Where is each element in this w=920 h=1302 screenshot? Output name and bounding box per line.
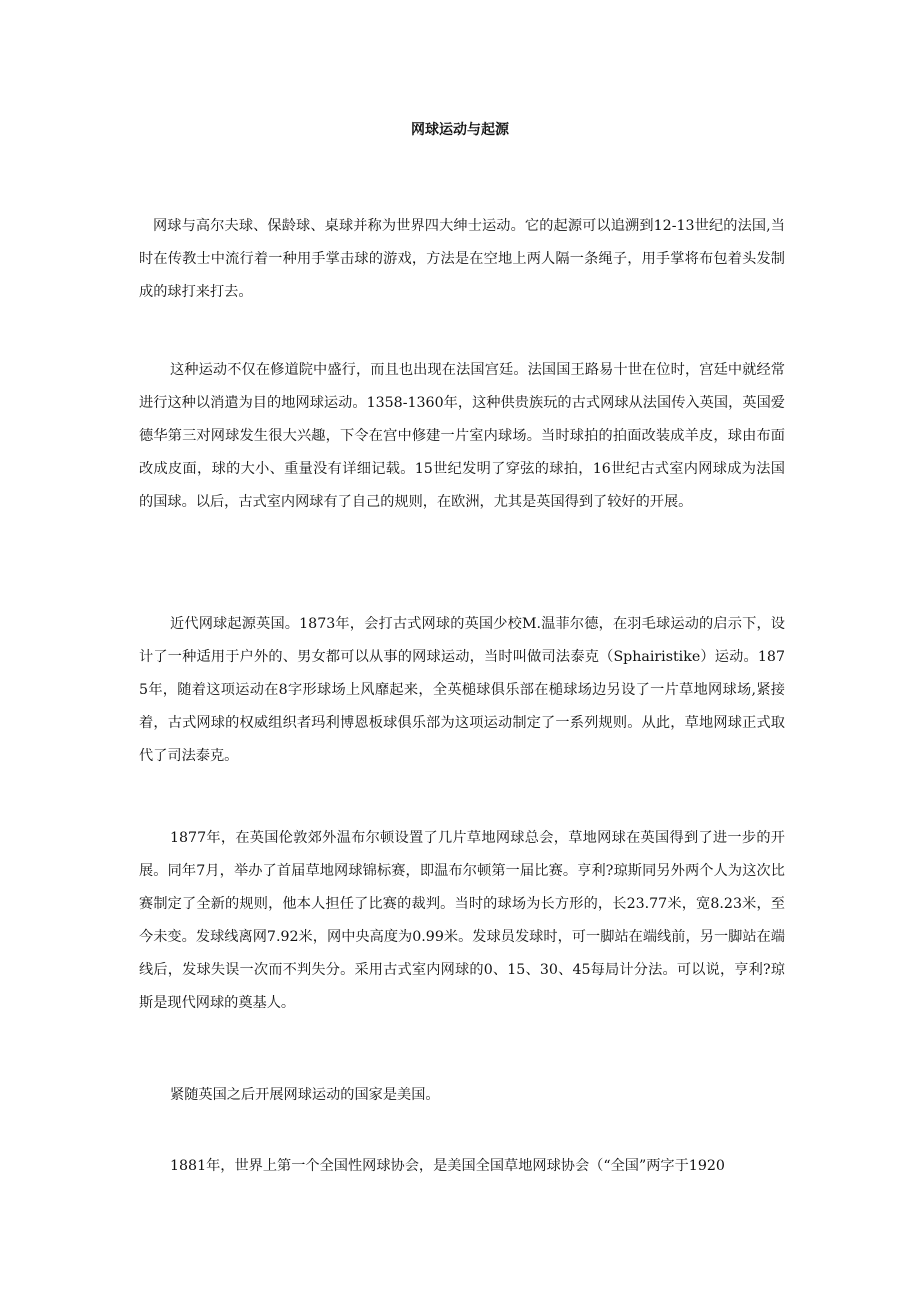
paragraph-4: 1877年，在英国伦敦郊外温布尔顿设置了几片草地网球总会，草地网球在英国得到了进一步的开展。同年7月，举办了首届草地网球锦标赛，即温布尔顿第一届比赛。亨利?琼斯同另外两个人为这次比赛制定了全新的规则，他本人担任了比赛的裁判。当时的球场为长方形的，长23.77米，宽8.23米，至今未变。发球线离网7.92米，网中央高度为0.99米。发球员发球时，可一脚站在端线前，另一脚站在端线后，发球失误一次而不判失分。采用古式室内网球的0、15、30、45每局计分法。可以说，亨利?琼斯是现代网球的奠基人。 bbox=[139, 830, 785, 1011]
paragraph-2: 这种运动不仅在修道院中盛行，而且也出现在法国宫廷。法国国王路易十世在位时，宫廷中就经常进行这种以消遣为目的地网球运动。1358-1360年，这种供贵族玩的古式网球从法国传入英国，英国爱德华第三对网球发生很大兴趣，下令在宫中修建一片室内球场。当时球拍的拍面改装成羊皮，球由布面改成皮面，球的大小、重量没有详细记载。15世纪发明了穿弦的球拍，16世纪古式室内网球成为法国的国球。以后，古式室内网球有了自己的规则，在欧洲，尤其是英国得到了较好的开展。 bbox=[139, 362, 785, 510]
paragraph-3: 近代网球起源英国。1873年，会打古式网球的英国少校M.温菲尔德，在羽毛球运动的启示下，设计了一种适用于户外的、男女都可以从事的网球运动，当时叫做司法泰克（Sphairistike）运动。1875年，随着这项运动在8字形球场上风靡起来，全英槌球俱乐部在槌球场边另设了一片草地网球场,紧接着，古式网球的权威组织者玛利博恩板球俱乐部为这项运动制定了一系列规则。从此，草地网球正式取代了司法泰克。 bbox=[139, 616, 785, 764]
paragraph-1: 网球与高尔夫球、保龄球、桌球并称为世界四大绅士运动。它的起源可以追溯到12-13世纪的法国,当时在传教士中流行着一种用手掌击球的游戏，方法是在空地上两人隔一条绳子，用手掌将布包着头发制成的球打来打去。 bbox=[139, 218, 785, 300]
document-title: 网球运动与起源 bbox=[411, 122, 509, 138]
paragraph-6: 1881年，世界上第一个全国性网球协会，是美国全国草地网球协会（“全国”两字于1920 bbox=[170, 1158, 725, 1174]
paragraph-5: 紧随英国之后开展网球运动的国家是美国。 bbox=[170, 1087, 440, 1103]
